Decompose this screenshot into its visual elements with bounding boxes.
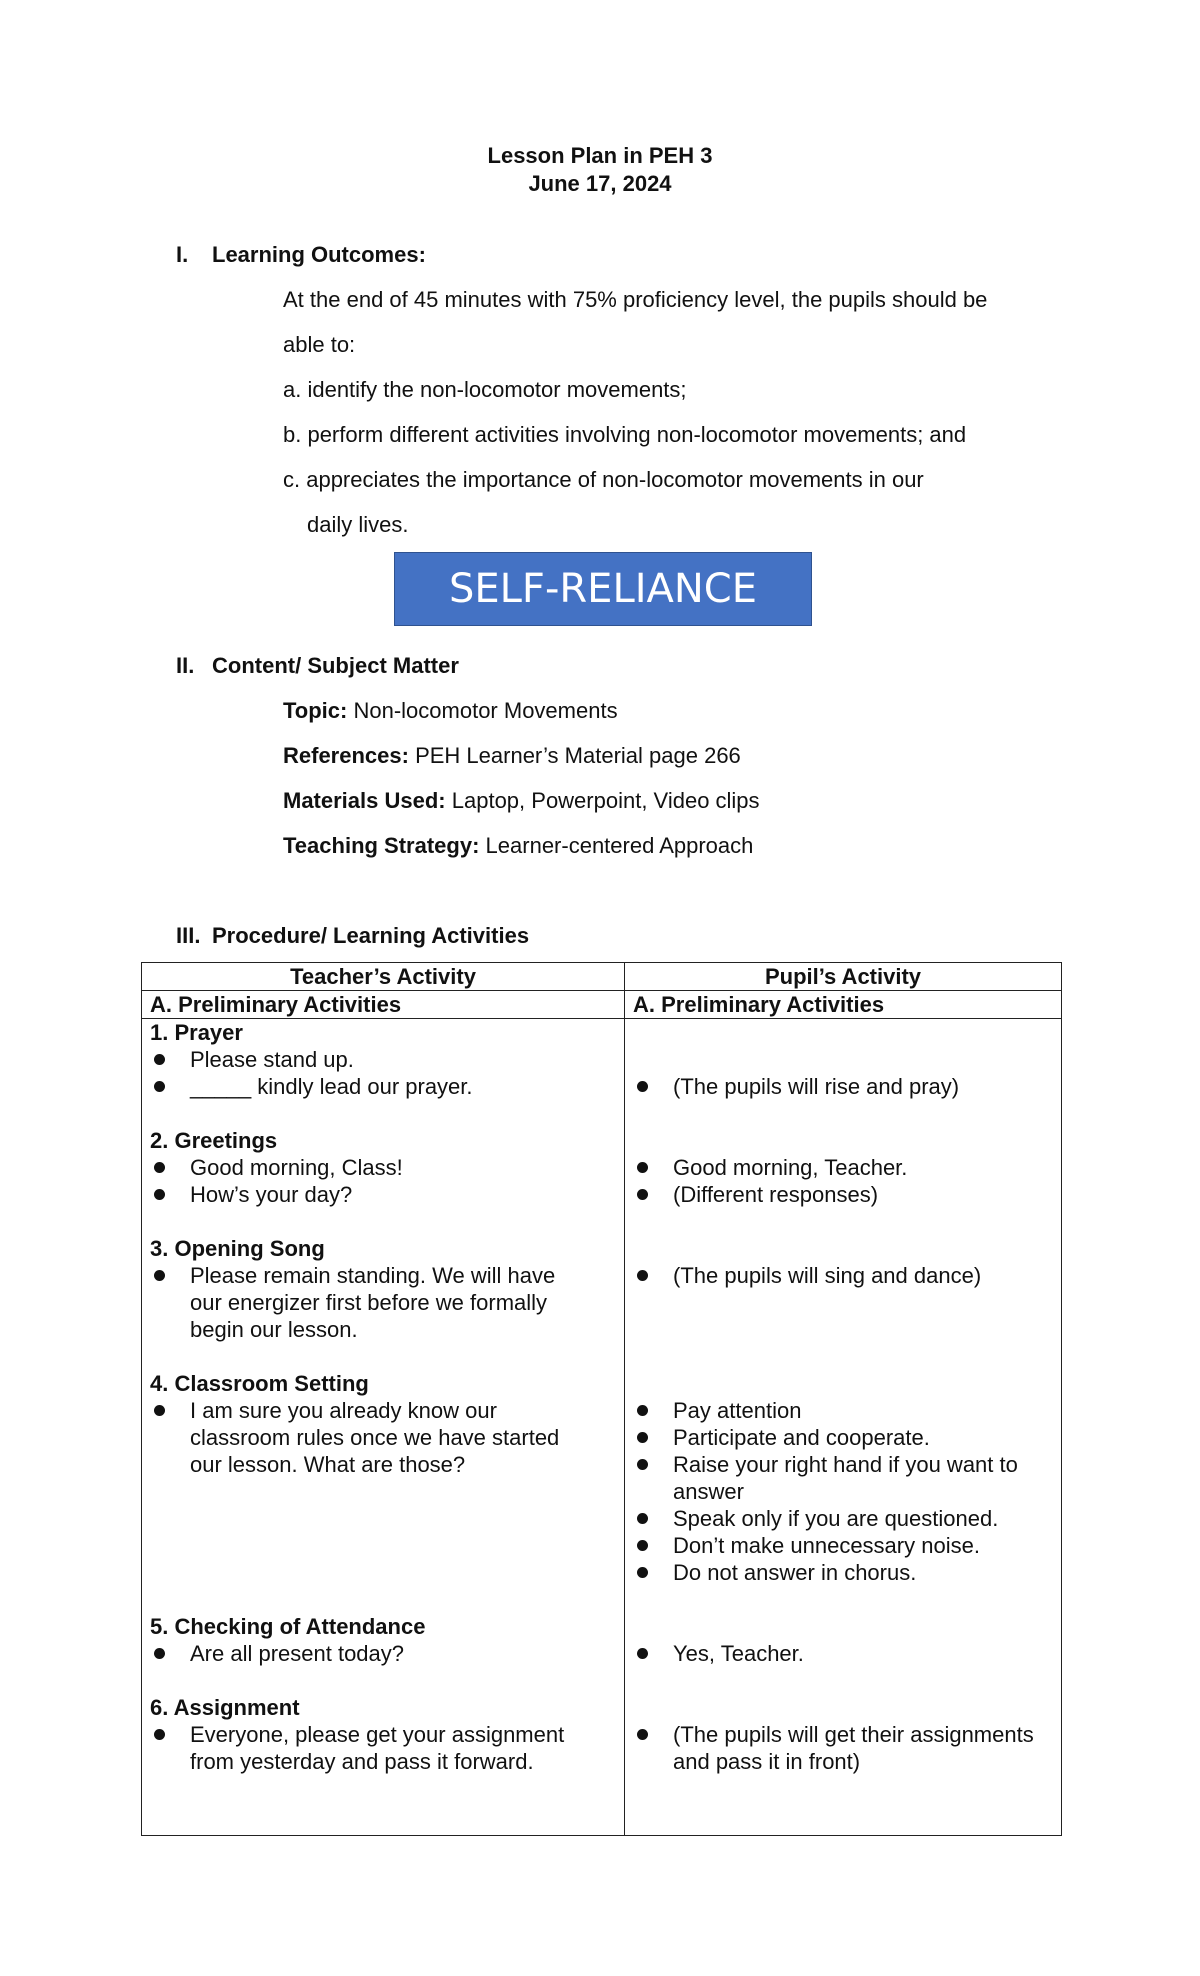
document-header [0, 142, 1200, 198]
outcome-item-a: a. identify the non-locomotor movements; [283, 377, 687, 402]
section-number: I. [176, 242, 189, 267]
prayer-title: 1. Prayer [150, 1020, 243, 1045]
materials-value: Laptop, Powerpoint, Video clips [451, 788, 760, 813]
classroom-setting-title: 4. Classroom Setting [150, 1371, 369, 1396]
list-item-line: classroom rules once we have started [190, 1425, 560, 1450]
list-item: (The pupils will sing and dance) [633, 1262, 1053, 1289]
list-item: How’s your day? [150, 1181, 616, 1208]
greetings-title: 2. Greetings [150, 1128, 278, 1153]
section-procedure-heading [176, 922, 529, 950]
content-strategy [283, 832, 753, 860]
table-header-row [142, 963, 1062, 991]
list-item-line: and pass it in front) [673, 1749, 861, 1774]
strategy-value: Learner-centered Approach [485, 833, 754, 858]
teacher-activity-header: Teacher’s Activity [142, 963, 625, 991]
document-date: June 17, 2024 [528, 171, 672, 196]
materials-label: Materials Used: [283, 788, 446, 813]
list-item-line: our lesson. What are those? [190, 1452, 466, 1477]
list-item-line: from yesterday and pass it forward. [190, 1749, 534, 1774]
pupil-activity-header: Pupil’s Activity [625, 963, 1062, 991]
list-item [633, 1721, 1053, 1775]
section-title: Content/ Subject Matter [212, 653, 459, 678]
outcome-item-c-line2: daily lives. [307, 512, 409, 537]
list-item: Are all present today? [150, 1640, 616, 1667]
list-item: Good morning, Class! [150, 1154, 616, 1181]
list-item: Pay attention [633, 1397, 1053, 1424]
pupil-preliminary-header: A. Preliminary Activities [625, 991, 1062, 1019]
content-materials [283, 787, 760, 815]
references-value: PEH Learner’s Material page 266 [415, 743, 741, 768]
list-item: _____ kindly lead our prayer. [150, 1073, 616, 1100]
section-content-heading [176, 652, 459, 680]
list-item: Participate and cooperate. [633, 1424, 1053, 1451]
list-item-line: (The pupils will get their assignments [673, 1722, 1034, 1747]
outcome-item-b: b. perform different activities involving non-locomotor movements; and [283, 422, 967, 447]
outcome-item-c-line1: c. appreciates the importance of non-locomotor movements in our [283, 467, 924, 492]
outcomes-intro-line1: At the end of 45 minutes with 75% proficiency level, the pupils should be [283, 287, 988, 312]
assignment-title: 6. Assignment [150, 1695, 300, 1720]
teacher-preliminary-header: A. Preliminary Activities [142, 991, 625, 1019]
outcomes-intro-line2: able to: [283, 332, 356, 357]
table-subheader-row [142, 991, 1062, 1019]
document-title: Lesson Plan in PEH 3 [487, 143, 713, 168]
strategy-label: Teaching Strategy: [283, 833, 480, 858]
section-title: Learning Outcomes: [212, 242, 426, 267]
list-item: Do not answer in chorus. [633, 1559, 1053, 1586]
content-topic [283, 697, 618, 725]
teacher-activity-cell [142, 1019, 625, 1836]
topic-value: Non-locomotor Movements [353, 698, 618, 723]
value-banner: SELF-RELIANCE [394, 552, 812, 626]
list-item-line: Raise your right hand if you want to [673, 1452, 1018, 1477]
list-item-line: answer [673, 1479, 744, 1504]
list-item: Please stand up. [150, 1046, 616, 1073]
list-item [150, 1397, 616, 1478]
pupil-activity-cell [625, 1019, 1062, 1836]
table-body-row [142, 1019, 1062, 1836]
list-item-line: Please remain standing. We will have [190, 1263, 556, 1288]
list-item [633, 1451, 1053, 1505]
list-item: Good morning, Teacher. [633, 1154, 1053, 1181]
list-item-line: our energizer first before we formally [190, 1290, 548, 1315]
section-number: II. [176, 653, 195, 678]
content-references [283, 742, 741, 770]
list-item-line: begin our lesson. [190, 1317, 358, 1342]
references-label: References: [283, 743, 409, 768]
activities-table [141, 962, 1062, 1836]
list-item: Speak only if you are questioned. [633, 1505, 1053, 1532]
list-item [150, 1721, 616, 1775]
list-item-line: I am sure you already know our [190, 1398, 497, 1423]
list-item: Don’t make unnecessary noise. [633, 1532, 1053, 1559]
list-item [150, 1262, 616, 1343]
list-item-line: Everyone, please get your assignment [190, 1722, 565, 1747]
section-number: III. [176, 923, 201, 948]
topic-label: Topic: [283, 698, 348, 723]
section-title: Procedure/ Learning Activities [212, 923, 530, 948]
attendance-title: 5. Checking of Attendance [150, 1614, 426, 1639]
list-item: Yes, Teacher. [633, 1640, 1053, 1667]
list-item: (The pupils will rise and pray) [633, 1073, 1053, 1100]
list-item: (Different responses) [633, 1181, 1053, 1208]
section-learning-outcomes-heading [176, 241, 426, 269]
opening-song-title: 3. Opening Song [150, 1236, 325, 1261]
